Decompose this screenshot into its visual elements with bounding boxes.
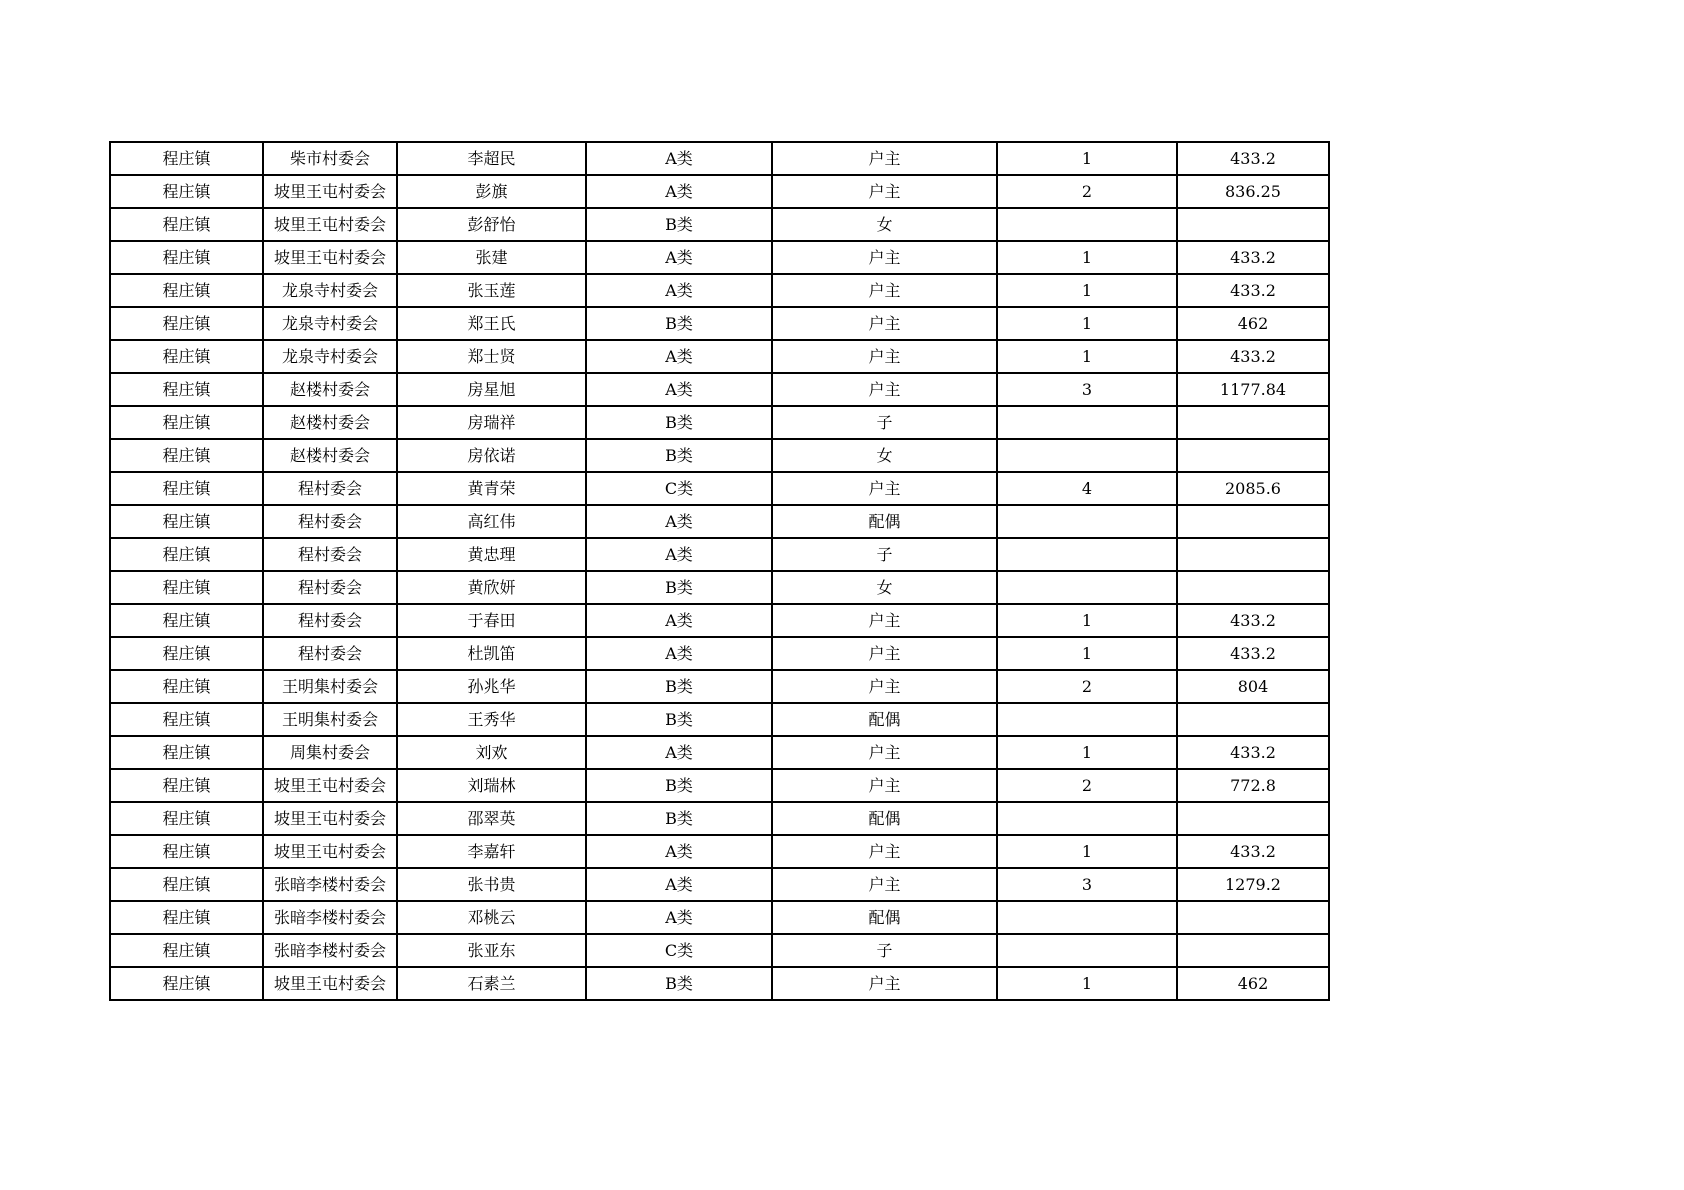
- cell-village: 坡里王屯村委会: [263, 835, 397, 868]
- cell-household-size: 1: [997, 274, 1177, 307]
- cell-town: 程庄镇: [110, 571, 263, 604]
- cell-village: 王明集村委会: [263, 703, 397, 736]
- table-row: [110, 571, 1329, 604]
- cell-town: 程庄镇: [110, 967, 263, 1000]
- cell-household-size: [997, 538, 1177, 571]
- table-row: [110, 868, 1329, 901]
- table-row: [110, 604, 1329, 637]
- cell-category: B类: [586, 802, 772, 835]
- cell-household-size: 1: [997, 637, 1177, 670]
- cell-village: 龙泉寺村委会: [263, 274, 397, 307]
- table-row: [110, 373, 1329, 406]
- cell-amount: 804: [1177, 670, 1329, 703]
- table-row: [110, 538, 1329, 571]
- cell-relation: 女: [772, 208, 997, 241]
- cell-name: 高红伟: [397, 505, 586, 538]
- cell-category: A类: [586, 637, 772, 670]
- cell-household-size: [997, 901, 1177, 934]
- table-body: [110, 142, 1329, 1000]
- cell-household-size: 2: [997, 175, 1177, 208]
- cell-household-size: 1: [997, 835, 1177, 868]
- cell-village: 张暗李楼村委会: [263, 868, 397, 901]
- cell-village: 赵楼村委会: [263, 373, 397, 406]
- cell-village: 程村委会: [263, 472, 397, 505]
- table-row: [110, 307, 1329, 340]
- cell-name: 黄青荣: [397, 472, 586, 505]
- cell-category: B类: [586, 406, 772, 439]
- cell-village: 王明集村委会: [263, 670, 397, 703]
- cell-category: A类: [586, 274, 772, 307]
- cell-category: A类: [586, 505, 772, 538]
- cell-town: 程庄镇: [110, 307, 263, 340]
- cell-relation: 户主: [772, 736, 997, 769]
- cell-amount: 433.2: [1177, 142, 1329, 175]
- cell-amount: 1177.84: [1177, 373, 1329, 406]
- cell-town: 程庄镇: [110, 208, 263, 241]
- table-row: [110, 802, 1329, 835]
- cell-category: C类: [586, 934, 772, 967]
- cell-category: A类: [586, 868, 772, 901]
- cell-amount: [1177, 571, 1329, 604]
- table-row: [110, 670, 1329, 703]
- cell-relation: 配偶: [772, 802, 997, 835]
- cell-amount: 772.8: [1177, 769, 1329, 802]
- cell-village: 程村委会: [263, 538, 397, 571]
- cell-amount: [1177, 505, 1329, 538]
- cell-amount: [1177, 538, 1329, 571]
- cell-town: 程庄镇: [110, 439, 263, 472]
- cell-relation: 户主: [772, 340, 997, 373]
- cell-household-size: 1: [997, 307, 1177, 340]
- cell-village: 龙泉寺村委会: [263, 307, 397, 340]
- cell-name: 张亚东: [397, 934, 586, 967]
- cell-relation: 户主: [772, 835, 997, 868]
- cell-category: B类: [586, 307, 772, 340]
- cell-village: 坡里王屯村委会: [263, 802, 397, 835]
- cell-category: A类: [586, 835, 772, 868]
- cell-village: 赵楼村委会: [263, 406, 397, 439]
- table-row: [110, 901, 1329, 934]
- cell-name: 刘瑞林: [397, 769, 586, 802]
- cell-town: 程庄镇: [110, 538, 263, 571]
- cell-relation: 户主: [772, 472, 997, 505]
- cell-category: B类: [586, 703, 772, 736]
- table-row: [110, 769, 1329, 802]
- cell-town: 程庄镇: [110, 373, 263, 406]
- table-row: [110, 175, 1329, 208]
- cell-name: 彭旗: [397, 175, 586, 208]
- cell-name: 张书贵: [397, 868, 586, 901]
- cell-amount: 433.2: [1177, 637, 1329, 670]
- cell-name: 邓桃云: [397, 901, 586, 934]
- table-row: [110, 835, 1329, 868]
- cell-town: 程庄镇: [110, 274, 263, 307]
- cell-town: 程庄镇: [110, 604, 263, 637]
- cell-name: 李嘉轩: [397, 835, 586, 868]
- cell-name: 郑士贤: [397, 340, 586, 373]
- cell-relation: 户主: [772, 274, 997, 307]
- cell-village: 龙泉寺村委会: [263, 340, 397, 373]
- cell-amount: 433.2: [1177, 736, 1329, 769]
- cell-category: B类: [586, 967, 772, 1000]
- cell-amount: [1177, 439, 1329, 472]
- cell-category: A类: [586, 175, 772, 208]
- cell-amount: 462: [1177, 307, 1329, 340]
- assistance-roster-table: [109, 141, 1330, 1001]
- cell-household-size: [997, 208, 1177, 241]
- cell-amount: 433.2: [1177, 604, 1329, 637]
- cell-relation: 户主: [772, 175, 997, 208]
- cell-town: 程庄镇: [110, 472, 263, 505]
- cell-name: 房瑞祥: [397, 406, 586, 439]
- table-row: [110, 406, 1329, 439]
- cell-household-size: 4: [997, 472, 1177, 505]
- cell-household-size: [997, 571, 1177, 604]
- cell-category: B类: [586, 571, 772, 604]
- cell-name: 刘欢: [397, 736, 586, 769]
- cell-town: 程庄镇: [110, 769, 263, 802]
- cell-town: 程庄镇: [110, 175, 263, 208]
- cell-household-size: 3: [997, 373, 1177, 406]
- cell-amount: [1177, 703, 1329, 736]
- cell-town: 程庄镇: [110, 934, 263, 967]
- table-row: [110, 142, 1329, 175]
- cell-relation: 户主: [772, 670, 997, 703]
- table-row: [110, 637, 1329, 670]
- cell-relation: 户主: [772, 373, 997, 406]
- cell-household-size: 2: [997, 670, 1177, 703]
- cell-amount: [1177, 406, 1329, 439]
- table-row: [110, 472, 1329, 505]
- cell-village: 坡里王屯村委会: [263, 208, 397, 241]
- cell-amount: [1177, 802, 1329, 835]
- cell-household-size: 1: [997, 142, 1177, 175]
- cell-town: 程庄镇: [110, 637, 263, 670]
- cell-town: 程庄镇: [110, 901, 263, 934]
- cell-town: 程庄镇: [110, 505, 263, 538]
- cell-town: 程庄镇: [110, 835, 263, 868]
- cell-relation: 配偶: [772, 703, 997, 736]
- cell-amount: 433.2: [1177, 241, 1329, 274]
- cell-village: 程村委会: [263, 637, 397, 670]
- table-row: [110, 241, 1329, 274]
- cell-category: A类: [586, 901, 772, 934]
- cell-category: A类: [586, 142, 772, 175]
- cell-amount: 433.2: [1177, 835, 1329, 868]
- cell-name: 黄忠理: [397, 538, 586, 571]
- cell-relation: 户主: [772, 769, 997, 802]
- cell-village: 赵楼村委会: [263, 439, 397, 472]
- table-row: [110, 934, 1329, 967]
- cell-household-size: 1: [997, 736, 1177, 769]
- cell-relation: 户主: [772, 637, 997, 670]
- cell-amount: [1177, 934, 1329, 967]
- cell-town: 程庄镇: [110, 868, 263, 901]
- cell-category: B类: [586, 208, 772, 241]
- cell-name: 李超民: [397, 142, 586, 175]
- cell-amount: 2085.6: [1177, 472, 1329, 505]
- cell-name: 张玉莲: [397, 274, 586, 307]
- cell-amount: 462: [1177, 967, 1329, 1000]
- cell-category: A类: [586, 373, 772, 406]
- cell-town: 程庄镇: [110, 142, 263, 175]
- cell-name: 张建: [397, 241, 586, 274]
- cell-village: 张暗李楼村委会: [263, 934, 397, 967]
- cell-household-size: 1: [997, 967, 1177, 1000]
- cell-town: 程庄镇: [110, 736, 263, 769]
- cell-relation: 户主: [772, 241, 997, 274]
- cell-amount: [1177, 208, 1329, 241]
- cell-name: 于春田: [397, 604, 586, 637]
- cell-category: C类: [586, 472, 772, 505]
- cell-name: 房依诺: [397, 439, 586, 472]
- cell-name: 王秀华: [397, 703, 586, 736]
- cell-name: 杜凯笛: [397, 637, 586, 670]
- table-row: [110, 274, 1329, 307]
- cell-name: 邵翠英: [397, 802, 586, 835]
- cell-household-size: [997, 406, 1177, 439]
- cell-category: A类: [586, 736, 772, 769]
- cell-amount: 433.2: [1177, 340, 1329, 373]
- cell-name: 石素兰: [397, 967, 586, 1000]
- cell-category: A类: [586, 340, 772, 373]
- cell-relation: 户主: [772, 604, 997, 637]
- cell-relation: 配偶: [772, 901, 997, 934]
- cell-name: 黄欣妍: [397, 571, 586, 604]
- cell-name: 孙兆华: [397, 670, 586, 703]
- table-row: [110, 736, 1329, 769]
- cell-village: 周集村委会: [263, 736, 397, 769]
- cell-town: 程庄镇: [110, 241, 263, 274]
- cell-household-size: 1: [997, 340, 1177, 373]
- cell-relation: 户主: [772, 142, 997, 175]
- cell-category: B类: [586, 670, 772, 703]
- cell-relation: 户主: [772, 868, 997, 901]
- cell-village: 程村委会: [263, 571, 397, 604]
- cell-household-size: 1: [997, 604, 1177, 637]
- cell-category: A类: [586, 241, 772, 274]
- cell-town: 程庄镇: [110, 703, 263, 736]
- cell-household-size: [997, 439, 1177, 472]
- cell-village: 坡里王屯村委会: [263, 967, 397, 1000]
- table-row: [110, 967, 1329, 1000]
- cell-town: 程庄镇: [110, 670, 263, 703]
- cell-town: 程庄镇: [110, 802, 263, 835]
- cell-household-size: [997, 505, 1177, 538]
- cell-village: 坡里王屯村委会: [263, 769, 397, 802]
- cell-town: 程庄镇: [110, 340, 263, 373]
- cell-relation: 配偶: [772, 505, 997, 538]
- cell-household-size: [997, 802, 1177, 835]
- table-row: [110, 703, 1329, 736]
- cell-amount: 433.2: [1177, 274, 1329, 307]
- cell-household-size: 2: [997, 769, 1177, 802]
- cell-relation: 子: [772, 538, 997, 571]
- cell-category: A类: [586, 604, 772, 637]
- cell-household-size: [997, 934, 1177, 967]
- cell-village: 坡里王屯村委会: [263, 241, 397, 274]
- cell-name: 房星旭: [397, 373, 586, 406]
- cell-relation: 子: [772, 406, 997, 439]
- table-row: [110, 340, 1329, 373]
- cell-relation: 女: [772, 571, 997, 604]
- cell-name: 郑王氏: [397, 307, 586, 340]
- cell-household-size: 1: [997, 241, 1177, 274]
- cell-category: A类: [586, 538, 772, 571]
- cell-household-size: [997, 703, 1177, 736]
- cell-category: B类: [586, 439, 772, 472]
- cell-village: 柴市村委会: [263, 142, 397, 175]
- table-row: [110, 439, 1329, 472]
- cell-village: 程村委会: [263, 505, 397, 538]
- cell-village: 程村委会: [263, 604, 397, 637]
- cell-name: 彭舒怡: [397, 208, 586, 241]
- cell-relation: 户主: [772, 967, 997, 1000]
- cell-village: 张暗李楼村委会: [263, 901, 397, 934]
- cell-relation: 子: [772, 934, 997, 967]
- cell-amount: 1279.2: [1177, 868, 1329, 901]
- cell-household-size: 3: [997, 868, 1177, 901]
- cell-amount: 836.25: [1177, 175, 1329, 208]
- cell-relation: 女: [772, 439, 997, 472]
- cell-relation: 户主: [772, 307, 997, 340]
- table-row: [110, 505, 1329, 538]
- cell-amount: [1177, 901, 1329, 934]
- cell-village: 坡里王屯村委会: [263, 175, 397, 208]
- cell-category: B类: [586, 769, 772, 802]
- table-row: [110, 208, 1329, 241]
- cell-town: 程庄镇: [110, 406, 263, 439]
